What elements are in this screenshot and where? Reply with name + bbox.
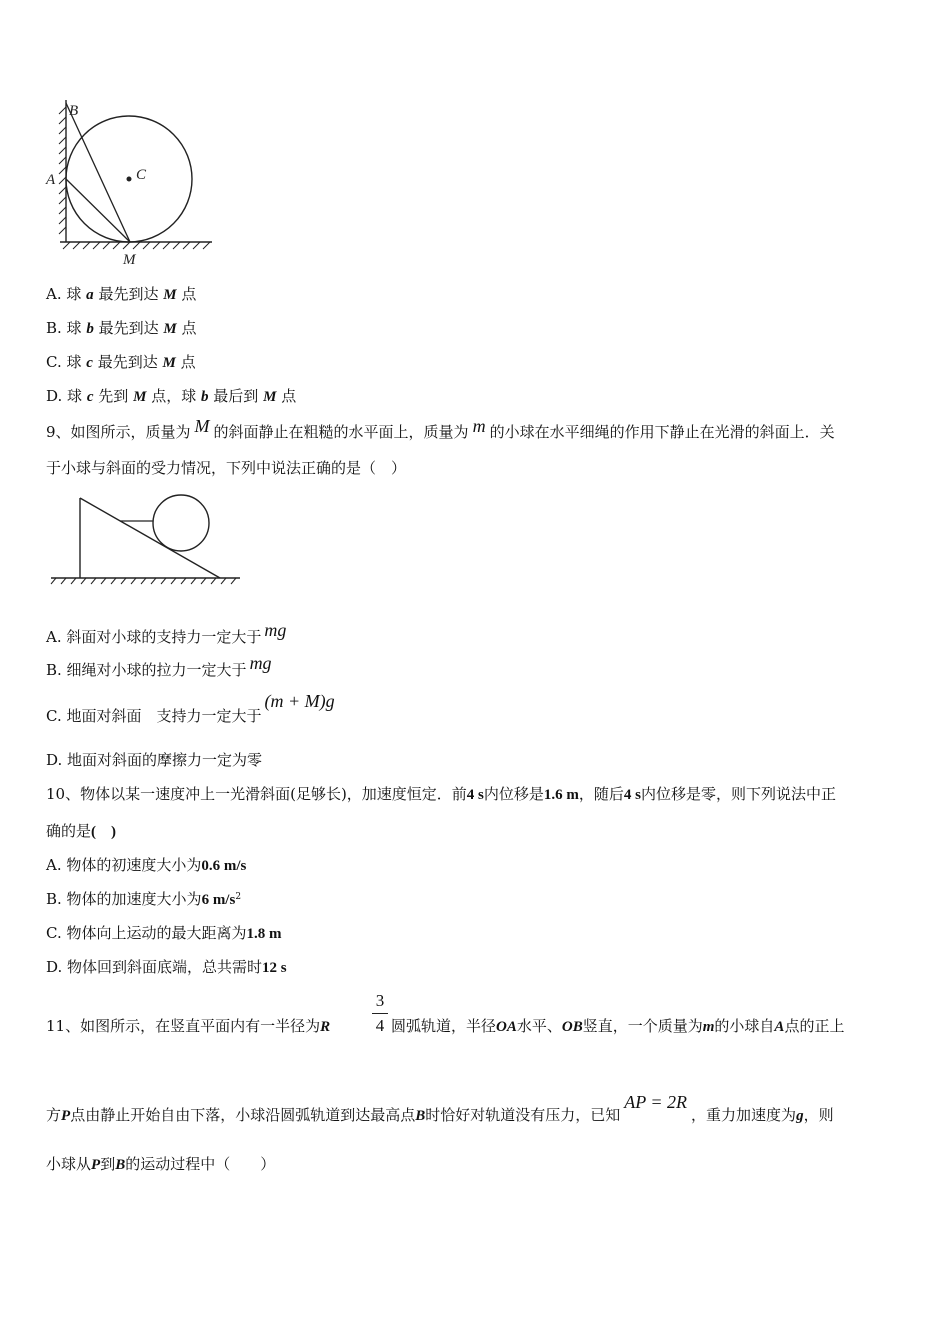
q8-option-c: C. 球 c 最先到达 M 点 [46, 353, 196, 371]
q8-option-b: B. 球 b 最先到达 M 点 [46, 319, 197, 337]
q9-stem-line2: 于小球与斜面的受力情况，下列中说法正确的是（ ） [46, 459, 407, 477]
q9-option-a: A. 斜面对小球的支持力一定大于 mg [46, 620, 287, 646]
q11-fraction-denominator: 4 [375, 1016, 385, 1035]
figure-incline-ball [48, 490, 248, 590]
q9-option-d: D. 地面对斜面的摩擦力一定为零 [46, 751, 263, 769]
q11-fraction [372, 991, 388, 1036]
q10-option-a: A. 物体的初速度大小为0.6 m/s [46, 856, 247, 874]
q9-stem-line1: 9、如图所示，质量为 M 的斜面静止在粗糙的水平面上，质量为 m 的小球在水平细绳的作用下静止在光滑的斜面上．关 [46, 416, 835, 441]
q8-option-a: A. 球 a 最先到达 M 点 [46, 285, 197, 303]
q11-stem-line1-left: 11、如图所示，在竖直平面内有一半径为R [46, 1017, 331, 1035]
q10-stem-line2: 确的是( ) [46, 822, 117, 840]
fig1-label-m: M [123, 252, 136, 268]
q11-stem-line3: 小球从P到B的运动过程中（ ） [46, 1155, 276, 1173]
q11-stem-line1-right: 圆弧轨道，半径OA水平、OB竖直，一个质量为m的小球自A点的正上 [391, 1017, 845, 1035]
q10-option-c: C. 物体向上运动的最大距离为1.8 m [46, 924, 282, 942]
q10-option-d: D. 物体回到斜面底端，总共需时12 s [46, 958, 287, 976]
fig1-label-a: A [46, 172, 56, 188]
q10-option-b: B. 物体的加速度大小为6 $m/s^2$ [46, 890, 242, 908]
figure-circle-wall [40, 95, 225, 270]
q8-option-d: D. 球 c 先到 M 点，球 b 最后到 M 点 [46, 387, 297, 405]
q9-option-b: B. 细绳对小球的拉力一定大于 mg [46, 653, 272, 679]
q9-option-c: C. 地面对斜面 支持力一定大于(m + M)g [46, 691, 335, 725]
q11-fraction-numerator: 3 [375, 991, 385, 1010]
fig1-label-b: B [69, 103, 79, 119]
q11-stem-line2: 方P点由静止开始自由下落，小球沿圆弧轨道到达最高点B时恰好对轨道没有压力，已知AP = 2R，重力加速度为g，则 [46, 1092, 834, 1124]
q10-stem-line1: 10、物体以某一速度冲上一光滑斜面(足够长)，加速度恒定．前4 s内位移是1.6 m，随后4 s内位移是零，则下列说法中正 [46, 785, 837, 803]
fig1-label-c: C [136, 167, 147, 183]
